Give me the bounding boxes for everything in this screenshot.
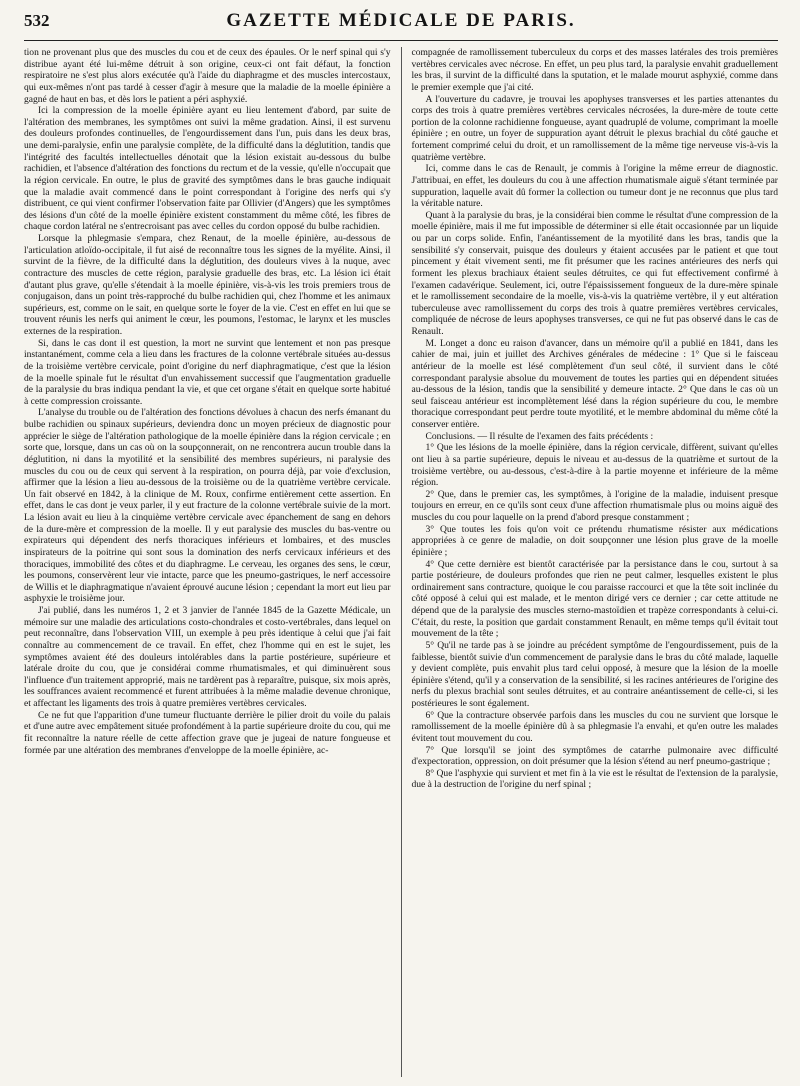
paragraph: Quant à la paralysie du bras, je la considérai bien comme le résultat d'une compression de la moelle épinière, mais il me fut impossible de déterminer si elle était occasionnée par un liquide ou par un corps solide. Enfin, l'anéantissement de la myotilité dans les bras, tandis que la sensibilité s'y conservait, puisque des douleurs y étaient accusées par le patient et que tout pincement y était vivement senti, me fit présumer que les racines antérieures des nerfs qui forment les plexus brachiaux étaient seules détruites, ce qui fut effectivement confirmé à l'examen cadavérique. Seulement, ici, outre l'épaississement fongueux de la dure-mère spinale et le ramollissement secondaire de la moelle, vis-à-vis la quatrième vertèbre, il y eut altération tuberculeuse avec ramollissement du corps des trois à quatre premières vertèbres cervicales, compliquée de nécrose de leurs apophyses transverses, ce qui ne fut pas observé dans le cas de Renault. — [411, 209, 778, 337]
paragraph: M. Longet a donc eu raison d'avancer, dans un mémoire qu'il a publié en 1841, dans les cahier de mai, juin et juillet des Archives générales de médecine : 1° Que si le faisceau antérieur de la moelle est lésé complètement d'un seul côté, il survient dans le côté correspondant paralysie absolue du mouvement de toutes les parties qui en dépendent situées au-dessous de la lésion, tandis que la sensibilité y demeure intacte. 2° Que dans le cas où un seul faisceau antérieur est incomplètement lésé dans la région supérieure du cou, le membre thoracique correspondant peut perdre toute myotilité, et le membre abdominal du même côté la conserver entière. — [411, 337, 778, 430]
paragraph: Si, dans le cas dont il est question, la mort ne survint que lentement et non pas presque instantanément, comme cela a lieu dans les fractures de la colonne vertébrale situées au-dessus de la troisième vertèbre cervicale, point d'origine du nerf diaphragmatique, c'est que la lésion de la moelle spinale fut le résultat d'un envahissement successif que l'augmentation graduelle de la paralysie du bras indiqua pendant la vie, et que cet organe s'était en quelque sorte habitué à cette compression croissante. — [24, 337, 391, 407]
conclusion-item: 7° Que lorsqu'il se joint des symptômes de catarrhe pulmonaire avec difficulté d'expectoration, oppression, on doit présumer que la lésion s'étend au nerf pneumo-gastrique ; — [411, 744, 778, 768]
paragraph: compagnée de ramollissement tuberculeux du corps et des masses latérales des trois premières vertèbres cervicales avec nécrose. En effet, un peu plus tard, la paralysie envahit graduellement les bras, il survint de la difficulté dans la sputation, et le malade mourut asphyxié, comme dans le premier exemple que j'ai cité. — [411, 47, 778, 93]
conclusions-heading: Conclusions. — Il résulte de l'examen des faits précédents : — [425, 430, 654, 442]
conclusion-item: 2° Que, dans le premier cas, les symptômes, à l'origine de la maladie, induisent presque toujours en erreur, en ce qu'ils sont ceux d'une affection rhumatismale plus ou moins aiguë des muscles du cou pour laquelle on la prend d'abord presque constamment ; — [411, 488, 778, 523]
page-header — [24, 10, 778, 41]
paragraph: J'ai publié, dans les numéros 1, 2 et 3 janvier de l'année 1845 de la Gazette Médicale, un mémoire sur une maladie des articulations costo-chondrales et costo-vertébrales, dans lequel on peut reconnaître, dans l'observation VIII, un exemple à peu près identique à celui que j'ai fait connaître au commencement de ce travail. En effet, chez l'homme qui en est le sujet, les symptômes avaient été des douleurs intolérables dans la partie postérieure, supérieure et latérale droite du cou, que je considérai comme rhumatismales, et qui diminuèrent sous l'influence d'un traitement approprié, mais ne tardèrent pas à reparaître, puisque, six mois après, les souffrances avaient recommencé et furent attribuées à la même maladie devenue chronique, et affectant les ligaments des trois à quatre premières vertèbres cervicales. — [24, 605, 391, 709]
conclusion-item: 8° Que l'asphyxie qui survient et met fin à la vie est le résultat de l'extension de la paralysie, due à la destruction de l'origine du nerf spinal ; — [411, 767, 778, 791]
text-columns — [24, 47, 778, 1077]
conclusion-item: 1° Que les lésions de la moelle épinière, dans la région cervicale, diffèrent, suivant qu'elles ont lieu à sa partie supérieure, depuis le niveau et au-dessus de la quatrième et surtout de la troisième vertèbre, ou au-dessous, c'est-à-dire à la partie moyenne et inférieure de la même région. — [411, 442, 778, 489]
conclusion-item: 5° Qu'il ne tarde pas à se joindre au précédent symptôme de l'engourdissement, puis de la faiblesse, bientôt suivie d'un commencement de paralysie dans le bras du côté malade, laquelle y devient complète, puis envahit plus tard celui opposé, à mesure que la lésion de la moelle épinière s'étend, qu'il y a conservation de la sensibilité, si les racines antérieures de l'origine des nerfs du plexus brachial sont seules détruites, et au contraire anéantissement de celle-ci, si les postérieures le sont également. — [411, 639, 778, 709]
left-column — [24, 47, 401, 1077]
conclusion-item: 3° Que toutes les fois qu'on voit ce prétendu rhumatisme résister aux médications appropriées à ce genre de maladie, on doit soupçonner une lésion plus grave de la moelle épinière ; — [411, 523, 778, 558]
paragraph: tion ne provenant plus que des muscles du cou et de ceux des épaules. Or le nerf spinal qui s'y distribue ayant été lui-même détruit à son origine, ceux-ci ont fait défaut, la fonction respiratoire ne s'est plus alors exécutée qu'à l'aide du diaphragme et des muscles intercostaux, qui eux-mêmes n'ont pas tardé à cesser d'agir à mesure que la maladie de la moelle épinière a gagné de haut en bas, et dès lors le patient a péri asphyxié. — [24, 47, 391, 105]
paragraph: Ici, comme dans le cas de Renault, je commis à l'origine la même erreur de diagnostic. J'attribuai, en effet, les douleurs du cou à une affection rhumatismale aiguë s'étant terminée par suppuration, laquelle avait dû former la collection ou tumeur dont je ne reconnus que plus tard la véritable nature. — [411, 163, 778, 210]
paragraph: Ici la compression de la moelle épinière ayant eu lieu lentement d'abord, par suite de l'altération des membranes, les symptômes ont suivi la même gradation. Ainsi, il est survenu des douleurs profondes continuelles, de l'engourdissement dans l'un, puis dans les deux bras, une demi-paralysie, enfin une paralysie complète, de la difficulté dans la déglutition, tandis que l'intégrité des facultés intellectuelles dénotait que la lésion existait au-dessous du bulbe rachidien, et l'absence d'altération des fonctions du rectum et de la vessie, qu'elle n'occupait que la région cervicale. En outre, le plus de gravité des symptômes dans le bras gauche indiquait que la maladie avait commencé dans le point correspondant à l'origine des nerfs qui s'y distribuent, ce qui vient confirmer l'observation faite par Ollivier (d'Angers) que les symptômes des lésions d'un côté de la moelle épinière existent constamment du même côté, les fibres de chaque cordon latéral ne s'entrecroisant pas avec celles du cordon opposé du bulbe rachidien. — [24, 105, 391, 233]
paragraph: L'analyse du trouble ou de l'altération des fonctions dévolues à chacun des nerfs émanant du bulbe rachidien ou spinaux supérieurs, deviendra donc un moyen précieux de diagnostic pour apprécier le siège de l'altération pathologique de la moelle épinière dans la région cervicale ; en sorte que, lorsque, dans un cas où on la soupçonnerait, on ne rencontrera aucun trouble dans la déglutition, ni dans la myotilité et la sensibilité des membres supérieurs, ni paralysie des muscles du cou ou de ceux qui servent à la respiration, on pourra déjà, par voie d'exclusion, affirmer que la lésion a lieu au-dessous de la troisième ou de la quatrième vertèbre cervicale. Un fait observé en 1842, à la clinique de M. Roux, confirme entièrement cette assertion. En effet, dans le cas dont je veux parler, il y eut fracture de la colonne vertébrale suivie de la mort. La lésion avait eu lieu à la cinquième vertèbre cervicale avec épanchement de sang en dehors de la dure-mère et compression de la moelle. Il y eut paralysie des muscles du bas-ventre ou expirateurs qui dépendent des nerfs thoraciques inférieurs et lombaires, et des muscles inspirateurs de la poitrine qui sont sous la domination des nerfs cervicaux inférieurs et des thoraciques, immobilité des côtes et du diaphragme. Le cerveau, les organes des sens, le cœur, les poumons, conservèrent leur vie intacte, parce que les pneumo-gastriques, le nerf accessoire de Willis et le diaphragmatique n'avaient éprouvé aucune lésion ; cependant la mort eut lieu par asphyxie le troisième jour. — [24, 407, 391, 605]
paragraph: A l'ouverture du cadavre, je trouvai les apophyses transverses et les parties attenantes du corps des trois à quatre premières vertèbres cervicales nécrosées, la dure-mère de toute cette portion de la colonne rachidienne fongueuse, ayant quadruplé de volume, comprimant la moelle épinière ; en outre, un foyer de suppuration ayant détruit le plexus brachial du côté gauche et fortement comprimé celui du droit, et un ramollissement de la même tige nerveuse vis-à-vis la quatrième vertèbre. — [411, 93, 778, 163]
conclusion-item: 4° Que cette dernière est bientôt caractérisée par la persistance dans le cou, surtout à sa partie postérieure, de douleurs profondes que rien ne peut calmer, lesquelles existent le plus ordinairement sans contracture, quoique le cou paraisse raccourci et que la tête soit inclinée du côté opposé à celui qui est malade, et le menton dirigé vers ce dernier ; car cette attitude ne dépend que de la paralysie des muscles sterno-mastoïdien et trapèze correspondants à celui-ci. C'était, du reste, la position que gardait constamment Renault, en même temps qu'il évitait tout mouvement de la tête ; — [411, 558, 778, 640]
paragraph: Ce ne fut que l'apparition d'une tumeur fluctuante derrière le pilier droit du voile du palais et d'une autre avec empâtement située profondément à la partie supérieure droite du cou, qui me fit reconnaître la nature réelle de cette affection grave que je jugeai de nature fongueuse et formée par une altération des membranes d'enveloppe de la moelle épinière, ac- — [24, 709, 391, 756]
right-column — [401, 47, 779, 1077]
page-number: 532 — [24, 11, 50, 30]
conclusion-item: 6° Que la contracture observée parfois dans les muscles du cou ne survient que lorsque le ramollissement de la moelle épinière dû à sa phlegmasie l'a envahi, et qu'en outre les malades évitent tout mouvement du cou. — [411, 709, 778, 744]
page-title: GAZETTE MÉDICALE DE PARIS. — [226, 10, 576, 31]
paragraph: Lorsque la phlegmasie s'empara, chez Renaut, de la moelle épinière, au-dessous de l'articulation atloïdo-occipitale, il fut aisé de reconnaître tous les signes de la myélite. Ainsi, il survint de la fièvre, de la difficulté dans la déglutition, des douleurs vives à la nuque, avec contracture des muscles de cette région, paralysie graduelle des bras, etc. La lésion ici était d'autant plus grave, qu'elle s'étendait à la moelle épinière, vis-à-vis les trois premiers trous de conjugaison, dans un point très-rapproché du bulbe rachidien qui, chez l'homme et les animaux supérieurs, est, comme on le sait, en quelque sorte le foyer de la vie. C'est en effet en lui que se trouvent réunis les nerfs qui animent le cœur, les poumons, l'estomac, le larynx et les muscles externes de la respiration. — [24, 233, 391, 337]
